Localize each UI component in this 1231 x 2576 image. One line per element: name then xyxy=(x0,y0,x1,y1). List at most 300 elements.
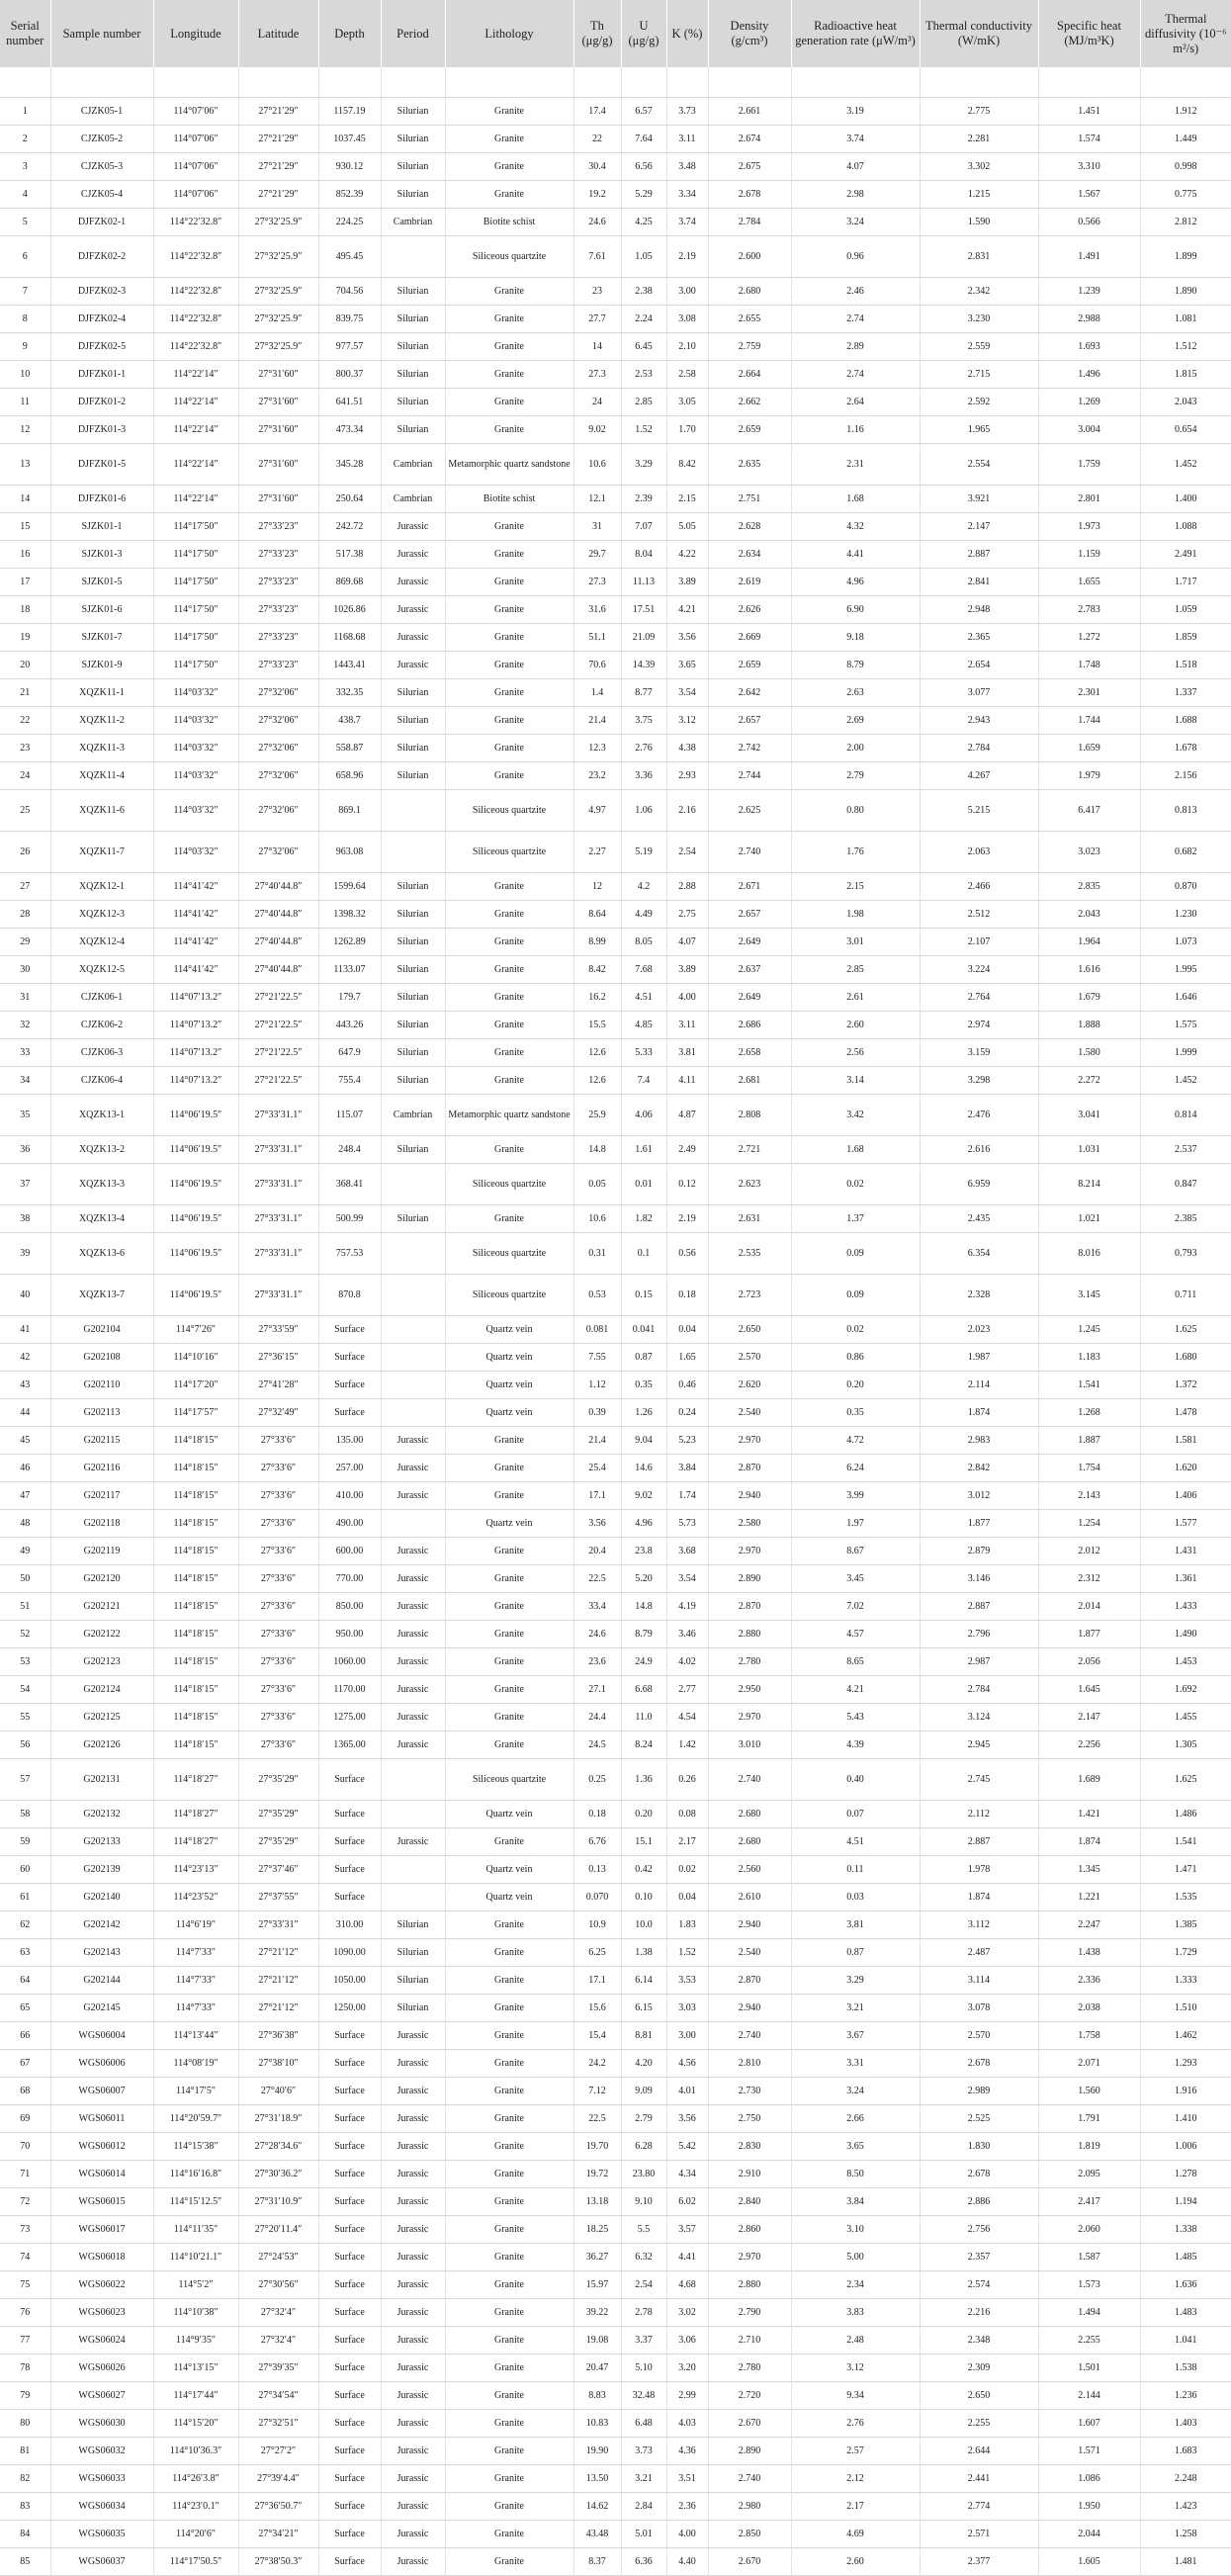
lithology-cell: Granite xyxy=(445,1732,573,1759)
longitude-cell: 114°06′19.5″ xyxy=(153,1205,238,1233)
k-cell: 0.02 xyxy=(666,1856,708,1884)
lithology-cell: Quartz vein xyxy=(445,1316,573,1344)
k-cell: 4.03 xyxy=(666,2410,708,2438)
specific-heat-cell: 2.272 xyxy=(1038,1067,1140,1095)
serial-cell: 77 xyxy=(0,2327,50,2354)
table-row xyxy=(0,1136,1231,1164)
table-row xyxy=(0,1967,1231,1995)
latitude-cell: 27°32′25.9″ xyxy=(238,209,318,236)
density-cell: 2.740 xyxy=(708,1759,791,1801)
k-cell: 0.18 xyxy=(666,1275,708,1316)
latitude-cell: 27°21′29″ xyxy=(238,181,318,209)
table-row xyxy=(0,596,1231,624)
heat-generation-cell: 0.35 xyxy=(791,1399,920,1427)
diffusivity-cell: 1.406 xyxy=(1140,1482,1231,1510)
density-cell: 2.625 xyxy=(708,790,791,832)
diffusivity-cell: 1.538 xyxy=(1140,2354,1231,2382)
specific-heat-cell: 1.573 xyxy=(1038,2271,1140,2299)
serial-cell: 52 xyxy=(0,1621,50,1648)
diffusivity-cell: 1.403 xyxy=(1140,2410,1231,2438)
lithology-cell: Granite xyxy=(445,2216,573,2244)
diffusivity-cell: 1.916 xyxy=(1140,2078,1231,2105)
diffusivity-cell: 1.452 xyxy=(1140,1067,1231,1095)
sample-cell: XQZK12-5 xyxy=(50,956,153,984)
u-cell: 4.96 xyxy=(621,1510,666,1538)
serial-cell: 39 xyxy=(0,1233,50,1275)
diffusivity-cell: 1.518 xyxy=(1140,652,1231,679)
period-cell: Jurassic xyxy=(381,1828,445,1856)
th-cell: 0.31 xyxy=(573,1233,621,1275)
longitude-cell: 114°22′14″ xyxy=(153,389,238,416)
diffusivity-cell: 1.912 xyxy=(1140,98,1231,126)
diffusivity-cell: 1.230 xyxy=(1140,901,1231,929)
serial-cell: 76 xyxy=(0,2299,50,2327)
specific-heat-cell: 3.145 xyxy=(1038,1275,1140,1316)
th-cell: 22.5 xyxy=(573,1565,621,1593)
depth-cell: 950.00 xyxy=(318,1621,381,1648)
u-cell: 4.06 xyxy=(621,1095,666,1136)
depth-cell: Surface xyxy=(318,2521,381,2548)
th-cell: 25.4 xyxy=(573,1455,621,1482)
lithology-cell: Granite xyxy=(445,652,573,679)
longitude-cell: 114°22′32.8″ xyxy=(153,236,238,278)
u-cell: 4.2 xyxy=(621,873,666,901)
th-cell: 15.97 xyxy=(573,2271,621,2299)
header-thermal-conductivity: Thermal conductivity (W/mK) xyxy=(920,0,1038,67)
depth-cell: 248.4 xyxy=(318,1136,381,1164)
k-cell: 0.04 xyxy=(666,1884,708,1911)
depth-cell: Surface xyxy=(318,2438,381,2465)
heat-generation-cell: 3.84 xyxy=(791,2188,920,2216)
table-row xyxy=(0,2521,1231,2548)
sample-cell: G202104 xyxy=(50,1316,153,1344)
density-cell: 2.723 xyxy=(708,1275,791,1316)
latitude-cell: 27°32′06″ xyxy=(238,790,318,832)
serial-cell: 70 xyxy=(0,2133,50,2161)
diffusivity-cell: 1.541 xyxy=(1140,1828,1231,1856)
period-cell: Cambrian xyxy=(381,209,445,236)
depth-cell: Surface xyxy=(318,1399,381,1427)
diffusivity-cell: 1.899 xyxy=(1140,236,1231,278)
latitude-cell: 27°21′12″ xyxy=(238,1939,318,1967)
latitude-cell: 27°33′23″ xyxy=(238,569,318,596)
sample-cell: G202124 xyxy=(50,1676,153,1704)
th-cell: 22 xyxy=(573,126,621,153)
period-cell: Jurassic xyxy=(381,2548,445,2576)
diffusivity-cell: 1.449 xyxy=(1140,126,1231,153)
density-cell: 2.950 xyxy=(708,1676,791,1704)
header-th: Th (μg/g) xyxy=(573,0,621,67)
density-cell: 2.759 xyxy=(708,333,791,361)
serial-cell: 56 xyxy=(0,1732,50,1759)
period-cell: Jurassic xyxy=(381,541,445,569)
density-cell: 2.655 xyxy=(708,306,791,333)
latitude-cell: 27°33′31″ xyxy=(238,1911,318,1939)
period-cell: Jurassic xyxy=(381,2188,445,2216)
depth-cell: Surface xyxy=(318,2299,381,2327)
table-row xyxy=(0,2216,1231,2244)
diffusivity-cell: 1.688 xyxy=(1140,707,1231,735)
density-cell: 2.570 xyxy=(708,1344,791,1372)
serial-cell: 73 xyxy=(0,2216,50,2244)
specific-heat-cell: 1.269 xyxy=(1038,389,1140,416)
serial-cell: 68 xyxy=(0,2078,50,2105)
sample-cell: DJFZK02-4 xyxy=(50,306,153,333)
serial-cell: 41 xyxy=(0,1316,50,1344)
u-cell: 9.02 xyxy=(621,1482,666,1510)
period-cell: Silurian xyxy=(381,1939,445,1967)
table-row xyxy=(0,2188,1231,2216)
u-cell: 1.26 xyxy=(621,1399,666,1427)
lithology-cell: Granite xyxy=(445,2105,573,2133)
k-cell: 2.49 xyxy=(666,1136,708,1164)
conductivity-cell: 2.466 xyxy=(920,873,1038,901)
specific-heat-cell: 3.023 xyxy=(1038,832,1140,873)
conductivity-cell: 2.886 xyxy=(920,2188,1038,2216)
density-cell: 2.730 xyxy=(708,2078,791,2105)
th-cell: 15.4 xyxy=(573,2022,621,2050)
sample-cell: G202117 xyxy=(50,1482,153,1510)
th-cell: 8.83 xyxy=(573,2382,621,2410)
lithology-cell: Granite xyxy=(445,1205,573,1233)
th-cell: 17.1 xyxy=(573,1482,621,1510)
table-row xyxy=(0,181,1231,209)
conductivity-cell: 2.887 xyxy=(920,1593,1038,1621)
k-cell: 0.46 xyxy=(666,1372,708,1399)
serial-cell: 48 xyxy=(0,1510,50,1538)
conductivity-cell: 2.365 xyxy=(920,624,1038,652)
density-cell: 2.631 xyxy=(708,1205,791,1233)
diffusivity-cell: 1.236 xyxy=(1140,2382,1231,2410)
heat-generation-cell: 2.74 xyxy=(791,306,920,333)
u-cell: 3.29 xyxy=(621,444,666,486)
specific-heat-cell: 2.095 xyxy=(1038,2161,1140,2188)
k-cell: 4.02 xyxy=(666,1648,708,1676)
serial-cell: 6 xyxy=(0,236,50,278)
lithology-cell: Biotite schist xyxy=(445,486,573,513)
lithology-cell: Granite xyxy=(445,707,573,735)
specific-heat-cell: 1.979 xyxy=(1038,762,1140,790)
conductivity-cell: 2.281 xyxy=(920,126,1038,153)
conductivity-cell: 1.830 xyxy=(920,2133,1038,2161)
table-row xyxy=(0,2354,1231,2382)
density-cell: 2.580 xyxy=(708,1510,791,1538)
lithology-cell: Granite xyxy=(445,2521,573,2548)
sample-cell: XQZK13-7 xyxy=(50,1275,153,1316)
period-cell: Jurassic xyxy=(381,569,445,596)
depth-cell: 977.57 xyxy=(318,333,381,361)
period-cell: Jurassic xyxy=(381,2050,445,2078)
longitude-cell: 114°18′27″ xyxy=(153,1801,238,1828)
th-cell: 6.76 xyxy=(573,1828,621,1856)
specific-heat-cell: 1.754 xyxy=(1038,1455,1140,1482)
specific-heat-cell: 1.021 xyxy=(1038,1205,1140,1233)
u-cell: 0.10 xyxy=(621,1884,666,1911)
table-row xyxy=(0,541,1231,569)
depth-cell: 658.96 xyxy=(318,762,381,790)
depth-cell: 332.35 xyxy=(318,679,381,707)
k-cell: 3.65 xyxy=(666,652,708,679)
diffusivity-cell: 1.400 xyxy=(1140,486,1231,513)
diffusivity-cell: 1.258 xyxy=(1140,2521,1231,2548)
lithology-cell: Granite xyxy=(445,1427,573,1455)
longitude-cell: 114°17′50″ xyxy=(153,624,238,652)
table-row xyxy=(0,1205,1231,1233)
heat-generation-cell: 3.21 xyxy=(791,1995,920,2022)
density-cell: 2.780 xyxy=(708,1648,791,1676)
longitude-cell: 114°13′44″ xyxy=(153,2022,238,2050)
u-cell: 5.29 xyxy=(621,181,666,209)
depth-cell: 1443.41 xyxy=(318,652,381,679)
diffusivity-cell: 1.683 xyxy=(1140,2438,1231,2465)
heat-generation-cell: 0.02 xyxy=(791,1164,920,1205)
diffusivity-cell: 1.006 xyxy=(1140,2133,1231,2161)
lithology-cell: Granite xyxy=(445,278,573,306)
sample-cell: WGS06018 xyxy=(50,2244,153,2271)
specific-heat-cell: 1.345 xyxy=(1038,1856,1140,1884)
table-row xyxy=(0,984,1231,1012)
serial-cell: 83 xyxy=(0,2493,50,2521)
specific-heat-cell: 6.417 xyxy=(1038,790,1140,832)
latitude-cell: 27°36′38″ xyxy=(238,2022,318,2050)
serial-cell: 43 xyxy=(0,1372,50,1399)
heat-generation-cell: 4.21 xyxy=(791,1676,920,1704)
latitude-cell: 27°38′10″ xyxy=(238,2050,318,2078)
diffusivity-cell: 0.814 xyxy=(1140,1095,1231,1136)
k-cell: 0.08 xyxy=(666,1801,708,1828)
depth-cell: 1250.00 xyxy=(318,1995,381,2022)
longitude-cell: 114°26′3.8″ xyxy=(153,2465,238,2493)
table-row xyxy=(0,1565,1231,1593)
serial-cell: 4 xyxy=(0,181,50,209)
density-cell: 2.675 xyxy=(708,153,791,181)
latitude-cell: 27°33′59″ xyxy=(238,1316,318,1344)
heat-generation-cell: 3.10 xyxy=(791,2216,920,2244)
heat-generation-cell: 4.41 xyxy=(791,541,920,569)
u-cell: 32.48 xyxy=(621,2382,666,2410)
specific-heat-cell: 2.144 xyxy=(1038,2382,1140,2410)
th-cell: 27.3 xyxy=(573,569,621,596)
u-cell: 5.20 xyxy=(621,1565,666,1593)
density-cell: 2.970 xyxy=(708,1538,791,1565)
period-cell: Silurian xyxy=(381,1039,445,1067)
latitude-cell: 27°33′6″ xyxy=(238,1732,318,1759)
specific-heat-cell: 3.310 xyxy=(1038,153,1140,181)
lithology-cell: Granite xyxy=(445,569,573,596)
longitude-cell: 114°17′5″ xyxy=(153,2078,238,2105)
heat-generation-cell: 0.86 xyxy=(791,1344,920,1372)
period-cell: Silurian xyxy=(381,181,445,209)
diffusivity-cell: 2.491 xyxy=(1140,541,1231,569)
table-row xyxy=(0,1067,1231,1095)
depth-cell: Surface xyxy=(318,2382,381,2410)
latitude-cell: 27°33′23″ xyxy=(238,513,318,541)
latitude-cell: 27°30′56″ xyxy=(238,2271,318,2299)
table-body xyxy=(0,67,1231,2576)
period-cell: Jurassic xyxy=(381,1621,445,1648)
sample-cell: WGS06035 xyxy=(50,2521,153,2548)
latitude-cell: 27°21′22.5″ xyxy=(238,1067,318,1095)
period-cell: Silurian xyxy=(381,929,445,956)
u-cell: 6.57 xyxy=(621,98,666,126)
table-row xyxy=(0,1732,1231,1759)
table-row xyxy=(0,1344,1231,1372)
diffusivity-cell: 1.462 xyxy=(1140,2022,1231,2050)
density-cell: 2.681 xyxy=(708,1067,791,1095)
specific-heat-cell: 1.501 xyxy=(1038,2354,1140,2382)
th-cell: 0.081 xyxy=(573,1316,621,1344)
latitude-cell: 27°33′6″ xyxy=(238,1621,318,1648)
latitude-cell: 27°33′6″ xyxy=(238,1427,318,1455)
lithology-cell: Granite xyxy=(445,873,573,901)
longitude-cell: 114°18′15″ xyxy=(153,1427,238,1455)
heat-generation-cell: 3.12 xyxy=(791,2354,920,2382)
longitude-cell: 114°6′19″ xyxy=(153,1911,238,1939)
specific-heat-cell: 1.616 xyxy=(1038,956,1140,984)
depth-cell: 755.4 xyxy=(318,1067,381,1095)
lithology-cell: Granite xyxy=(445,1621,573,1648)
k-cell: 4.34 xyxy=(666,2161,708,2188)
density-cell: 2.840 xyxy=(708,2188,791,2216)
lithology-cell: Siliceous quartzite xyxy=(445,790,573,832)
u-cell: 3.37 xyxy=(621,2327,666,2354)
table-row xyxy=(0,652,1231,679)
table-row xyxy=(0,1939,1231,1967)
latitude-cell: 27°35′29″ xyxy=(238,1828,318,1856)
k-cell: 4.00 xyxy=(666,2521,708,2548)
density-cell: 2.970 xyxy=(708,1427,791,1455)
conductivity-cell: 2.775 xyxy=(920,98,1038,126)
table-row xyxy=(0,1828,1231,1856)
k-cell: 2.15 xyxy=(666,486,708,513)
lithology-cell: Granite xyxy=(445,389,573,416)
u-cell: 10.0 xyxy=(621,1911,666,1939)
period-cell xyxy=(381,1275,445,1316)
diffusivity-cell: 0.775 xyxy=(1140,181,1231,209)
latitude-cell: 27°33′6″ xyxy=(238,1538,318,1565)
density-cell: 2.740 xyxy=(708,2022,791,2050)
period-cell: Silurian xyxy=(381,1136,445,1164)
period-cell xyxy=(381,236,445,278)
header-thermal-diffusivity: Thermal diffusivity (10⁻⁶ m²/s) xyxy=(1140,0,1231,67)
table-header xyxy=(0,0,1231,67)
table-row xyxy=(0,1621,1231,1648)
depth-cell: 438.7 xyxy=(318,707,381,735)
sample-cell: G202140 xyxy=(50,1884,153,1911)
conductivity-cell: 3.124 xyxy=(920,1704,1038,1732)
depth-cell: 224.25 xyxy=(318,209,381,236)
sample-cell: XQZK13-1 xyxy=(50,1095,153,1136)
heat-generation-cell: 2.34 xyxy=(791,2271,920,2299)
longitude-cell: 114°22′14″ xyxy=(153,416,238,444)
serial-cell: 33 xyxy=(0,1039,50,1067)
specific-heat-cell: 1.541 xyxy=(1038,1372,1140,1399)
depth-cell: 517.38 xyxy=(318,541,381,569)
latitude-cell: 27°35′29″ xyxy=(238,1759,318,1801)
th-cell: 9.02 xyxy=(573,416,621,444)
serial-cell: 74 xyxy=(0,2244,50,2271)
u-cell: 8.04 xyxy=(621,541,666,569)
conductivity-cell: 2.887 xyxy=(920,1828,1038,1856)
heat-generation-cell: 1.68 xyxy=(791,1136,920,1164)
diffusivity-cell: 1.486 xyxy=(1140,1801,1231,1828)
u-cell: 21.09 xyxy=(621,624,666,652)
diffusivity-cell: 2.537 xyxy=(1140,1136,1231,1164)
period-cell: Silurian xyxy=(381,1012,445,1039)
serial-cell: 45 xyxy=(0,1427,50,1455)
th-cell: 23.2 xyxy=(573,762,621,790)
specific-heat-cell: 1.887 xyxy=(1038,1427,1140,1455)
u-cell: 0.1 xyxy=(621,1233,666,1275)
conductivity-cell: 2.487 xyxy=(920,1939,1038,1967)
density-cell: 2.680 xyxy=(708,1801,791,1828)
table-row xyxy=(0,306,1231,333)
lithology-cell: Granite xyxy=(445,984,573,1012)
period-cell xyxy=(381,1856,445,1884)
header-period: Period xyxy=(381,0,445,67)
serial-cell: 5 xyxy=(0,209,50,236)
period-cell: Jurassic xyxy=(381,1538,445,1565)
u-cell: 9.10 xyxy=(621,2188,666,2216)
latitude-cell: 27°32′49″ xyxy=(238,1399,318,1427)
sample-cell: SJZK01-9 xyxy=(50,652,153,679)
latitude-cell: 27°24′53″ xyxy=(238,2244,318,2271)
conductivity-cell: 3.159 xyxy=(920,1039,1038,1067)
latitude-cell: 27°38′50.3″ xyxy=(238,2548,318,2576)
sample-cell: SJZK01-1 xyxy=(50,513,153,541)
serial-cell: 32 xyxy=(0,1012,50,1039)
serial-cell: 20 xyxy=(0,652,50,679)
th-cell: 29.7 xyxy=(573,541,621,569)
conductivity-cell: 2.216 xyxy=(920,2299,1038,2327)
longitude-cell: 114°7′26″ xyxy=(153,1316,238,1344)
latitude-cell: 27°33′6″ xyxy=(238,1510,318,1538)
serial-cell: 35 xyxy=(0,1095,50,1136)
specific-heat-cell: 1.221 xyxy=(1038,1884,1140,1911)
th-cell: 21.4 xyxy=(573,1427,621,1455)
sample-cell: DJFZK01-5 xyxy=(50,444,153,486)
density-cell: 2.650 xyxy=(708,1316,791,1344)
density-cell: 2.808 xyxy=(708,1095,791,1136)
lithology-cell: Granite xyxy=(445,2548,573,2576)
lithology-cell: Biotite schist xyxy=(445,209,573,236)
th-cell: 36.27 xyxy=(573,2244,621,2271)
conductivity-cell: 2.348 xyxy=(920,2327,1038,2354)
longitude-cell: 114°07′06″ xyxy=(153,181,238,209)
lithology-cell: Siliceous quartzite xyxy=(445,236,573,278)
diffusivity-cell: 1.333 xyxy=(1140,1967,1231,1995)
conductivity-cell: 2.328 xyxy=(920,1275,1038,1316)
u-cell: 14.8 xyxy=(621,1593,666,1621)
depth-cell: Surface xyxy=(318,1316,381,1344)
period-cell: Jurassic xyxy=(381,1593,445,1621)
latitude-cell: 27°39′35″ xyxy=(238,2354,318,2382)
lithology-cell: Granite xyxy=(445,929,573,956)
longitude-cell: 114°10′36.3″ xyxy=(153,2438,238,2465)
heat-generation-cell: 0.11 xyxy=(791,1856,920,1884)
sample-cell: DJFZK01-2 xyxy=(50,389,153,416)
heat-generation-cell: 2.46 xyxy=(791,278,920,306)
conductivity-cell: 2.756 xyxy=(920,2216,1038,2244)
specific-heat-cell: 1.587 xyxy=(1038,2244,1140,2271)
depth-cell: Surface xyxy=(318,2493,381,2521)
heat-generation-cell: 3.65 xyxy=(791,2133,920,2161)
table-row xyxy=(0,624,1231,652)
conductivity-cell: 2.796 xyxy=(920,1621,1038,1648)
density-cell: 2.721 xyxy=(708,1136,791,1164)
density-cell: 2.634 xyxy=(708,541,791,569)
heat-generation-cell: 2.57 xyxy=(791,2438,920,2465)
